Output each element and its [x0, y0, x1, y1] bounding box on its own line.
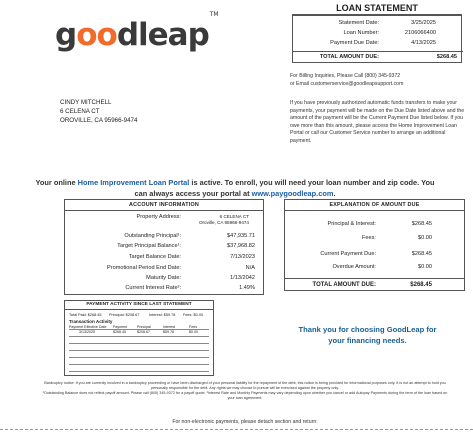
paygoodleap-link[interactable]: www.paygoodleap.com	[251, 189, 334, 198]
target-balance-date-value: 7/13/2023	[230, 254, 255, 260]
account-information-header: ACCOUNT INFORMATION	[65, 200, 263, 211]
footnotes: ¹Outstanding Balance does not reflect payoff amount. Please call (800) 345-9372 for a payoff quote. ²Interest Rate and Monthly Payments may vary depending upon whether you cancel or add Autopay Payments during the term of the loan based on your loan agreement.	[42, 391, 448, 400]
blank-row-line	[69, 343, 209, 344]
col-payment: Payment	[113, 325, 128, 329]
fees-value: $0.00	[418, 235, 432, 241]
interest-rate-value: 1.49%	[239, 285, 255, 291]
explanation-total-label: TOTAL AMOUNT DUE:	[312, 282, 376, 288]
portal-message: Your online Home Improvement Loan Portal is active. To enroll, you will need your loan number and zip code. You can always access your portal at www.paygoodleap.com.	[35, 178, 435, 198]
address-city: OROVILLE, CA 95966-9474	[60, 116, 138, 124]
mailing-address	[60, 99, 137, 125]
goodleap-logo: goodleap™	[55, 10, 219, 53]
total-paid: Total Paid: $268.45	[69, 313, 102, 317]
total-amount-due-row	[293, 51, 463, 61]
col-principal: Principal	[137, 325, 151, 329]
trademark-symbol: TM	[209, 10, 219, 18]
detach-line	[0, 429, 473, 430]
explanation-total-row	[285, 278, 464, 290]
loan-number-row	[293, 28, 463, 38]
billing-contact	[290, 73, 403, 88]
row-principal: $208.67	[137, 330, 150, 334]
row-fees: $0.00	[189, 330, 198, 334]
total-amount-due-label: TOTAL AMOUNT DUE:	[319, 54, 379, 60]
detach-instructions: For non-electronic payments, please detach section and return:	[172, 419, 318, 425]
address-street: 6 CELENA CT	[60, 107, 100, 115]
col-fees: Fees	[189, 325, 197, 329]
target-principal-label: Target Principal Balance¹:	[117, 243, 181, 249]
statement-date-label: Statement Date:	[338, 20, 379, 26]
interest-rate-label: Current Interest Rate²:	[125, 285, 181, 291]
payment-activity-header: PAYMENT ACTIVITY SINCE LAST STATEMENT	[65, 301, 213, 310]
property-address-value: 6 CELENA CT Oroville, CA 95966-9474	[198, 214, 249, 225]
principal-interest-label: Principal & Interest:	[327, 221, 376, 227]
payment-due-date-row	[293, 38, 463, 48]
overdue-amount-label: Overdue Amount:	[332, 264, 376, 270]
billing-email-line: or Email customerservice@goodleapsupport.com	[290, 80, 404, 87]
explanation-of-amount-due-box	[284, 199, 465, 291]
promo-end-date-label: Promotional Period End Date:	[106, 265, 181, 271]
blank-row-line	[69, 371, 209, 372]
outstanding-principal-value: $47,935.71	[227, 233, 255, 239]
row-payment: $268.45	[113, 330, 126, 334]
borrower-name: CINDY MITCHELL	[60, 99, 112, 106]
loan-portal-link[interactable]: Home Improvement Loan Portal	[77, 178, 190, 187]
loan-number-value: 2106066400	[404, 30, 436, 36]
loan-number-label: Loan Number:	[343, 30, 379, 36]
thank-you-message: Thank you for choosing GoodLeap for your financing needs.	[298, 325, 437, 345]
outstanding-principal-label: Outstanding Principal¹:	[124, 233, 181, 239]
payment-due-date-value: 4/13/2025	[411, 40, 436, 46]
fees-label: Fees:	[362, 235, 376, 241]
current-payment-due-value: $268.45	[411, 251, 432, 257]
current-payment-due-label: Current Payment Due:	[320, 251, 376, 257]
col-interest: Interest	[163, 325, 175, 329]
payment-activity-box	[64, 300, 214, 376]
explanation-total-value: $268.45	[410, 282, 432, 288]
maturity-date-label: Maturity Date:	[146, 275, 181, 281]
interest-paid: Interest: $59.78	[149, 313, 176, 317]
total-amount-due-value: $268.45	[436, 54, 457, 60]
blank-row-line	[69, 336, 209, 337]
statement-date-row	[293, 18, 463, 28]
blank-row-line	[69, 350, 209, 351]
col-effective-date: Payment Effective Date	[69, 325, 107, 329]
property-address-label: Property Address:	[136, 214, 181, 220]
billing-phone-line: For Billing Inquiries, Please Call (800) 345-9372	[290, 73, 401, 79]
bankruptcy-notice: Bankruptcy notice: If you are currently involved in a bankruptcy proceeding or have been discharged of your personal liability for the repayment of the debt, this notice is being provided for informational purposes only. It is not an attempt to hold you personally responsible for the debt. Any rights we may choose to pursue will be exercised against the property only.	[44, 381, 446, 390]
row-effective-date: 3/13/2025	[79, 330, 95, 334]
row-interest: $59.78	[163, 330, 174, 334]
overdue-amount-value: $0.00	[418, 264, 432, 270]
maturity-date-value: 1/13/2042	[230, 275, 255, 281]
blank-row-line	[69, 364, 209, 365]
principal-interest-value: $268.45	[411, 221, 432, 227]
loan-statement-title: LOAN STATEMENT	[292, 3, 462, 16]
statement-summary-box	[292, 15, 462, 63]
explanation-header: EXPLANATION OF AMOUNT DUE	[285, 200, 464, 211]
principal-paid: Principal: $208.67	[109, 313, 140, 317]
statement-date-value: 3/25/2025	[411, 20, 436, 26]
payment-due-date-label: Payment Due Date:	[330, 40, 379, 46]
fine-print	[40, 381, 450, 401]
blank-row-line	[69, 357, 209, 358]
autopay-notice: If you have previously authorized automatic funds transfers to make your payments, your payment will be made on the Due Date listed above and the amount of the payment will be the Current Payment Due listed below. If you owe more than this amount, please access the Home Improvement Loan Portal or call our Customer Service number to arrange an additional payment.	[290, 100, 465, 144]
target-balance-date-label: Target Balance Date:	[128, 254, 181, 260]
account-information-box	[64, 199, 264, 295]
promo-end-date-value: N/A	[245, 265, 255, 271]
fees-paid: Fees: $0.00	[183, 313, 204, 317]
transaction-activity-label: Transaction Activity	[69, 319, 113, 324]
target-principal-value: $37,968.82	[227, 243, 255, 249]
